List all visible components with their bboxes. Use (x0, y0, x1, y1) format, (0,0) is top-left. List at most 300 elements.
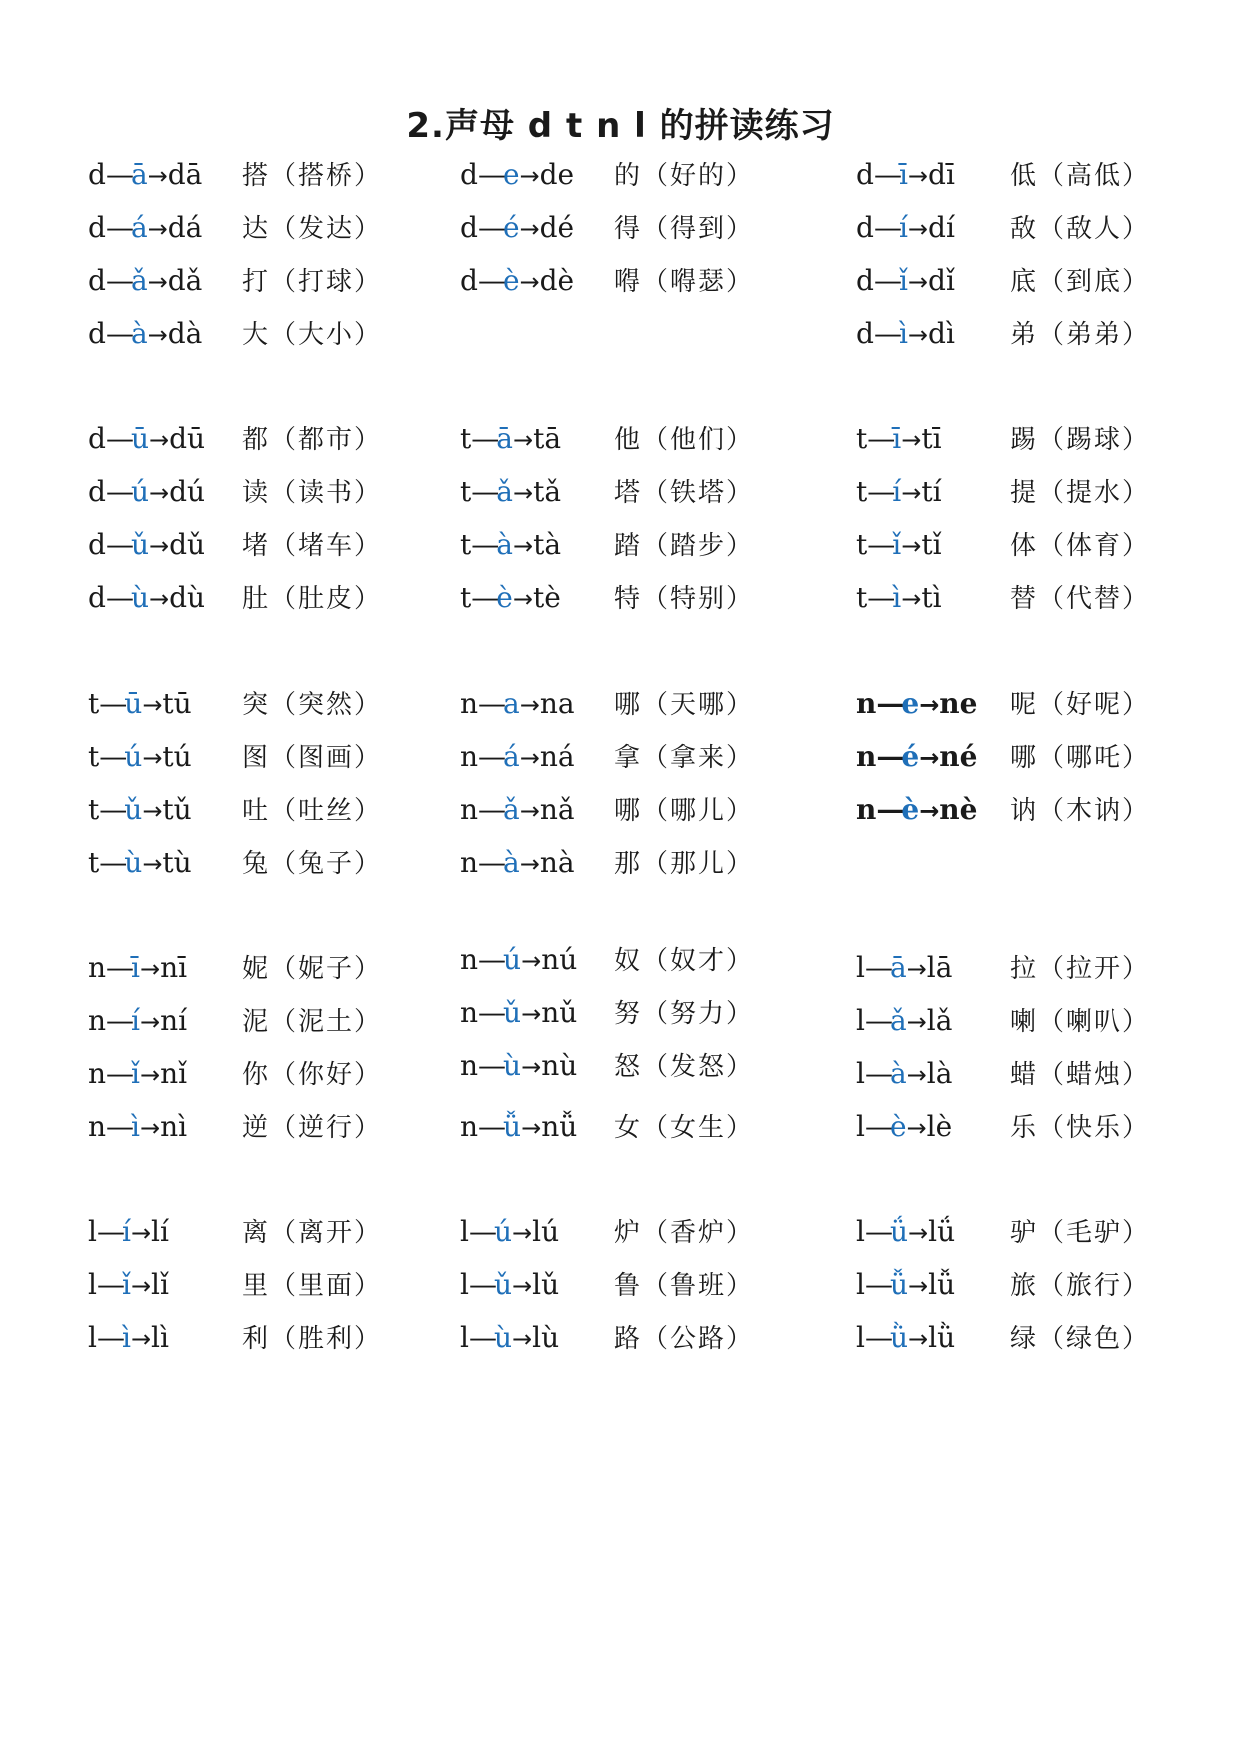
pinyin-spelling (88, 155, 238, 196)
column-3 (856, 0, 1216, 1754)
character-example: 逆（逆行） (242, 1113, 383, 1143)
character-example: 踢（踢球） (1010, 425, 1151, 455)
character-example: 堵（堵车） (242, 531, 383, 561)
initial: t (856, 475, 868, 508)
pinyin-spelling (856, 948, 1006, 989)
dash-symbol: — (105, 264, 131, 297)
dash-symbol: — (468, 1215, 494, 1248)
pinyin-row (460, 208, 754, 248)
final-vowel: í (898, 211, 908, 244)
initial: d (460, 158, 478, 191)
initial: t (88, 687, 100, 720)
final-vowel: ī (892, 422, 902, 455)
pinyin-spelling (460, 1046, 610, 1087)
syllable: dù (169, 581, 206, 614)
pinyin-row (856, 737, 1150, 777)
final-vowel: ù (493, 1321, 513, 1354)
arrow-icon: → (148, 585, 170, 613)
pinyin-row (856, 1001, 1150, 1041)
arrow-icon: → (908, 1219, 929, 1247)
pinyin-row (856, 472, 1150, 512)
character-example: 蜡（蜡烛） (1010, 1060, 1151, 1090)
final-vowel: ǔ (124, 793, 143, 826)
initial: l (856, 1268, 865, 1301)
pinyin-spelling (856, 1107, 1006, 1148)
dash-symbol: — (873, 211, 899, 244)
syllable: lǘ (928, 1215, 956, 1248)
initial: t (856, 581, 868, 614)
character-example: 利（胜利） (242, 1324, 383, 1354)
arrow-icon: → (512, 1272, 533, 1300)
syllable: lí (151, 1215, 169, 1248)
pinyin-row (460, 525, 754, 565)
pinyin-spelling (88, 1265, 238, 1306)
arrow-icon: → (512, 479, 534, 507)
pinyin-spelling (856, 578, 1006, 619)
pinyin-row (88, 1265, 382, 1305)
pinyin-row (856, 1318, 1150, 1358)
arrow-icon: → (512, 426, 534, 454)
pinyin-spelling (88, 948, 238, 989)
syllable: né (939, 740, 978, 773)
initial: d (88, 422, 106, 455)
dash-symbol: — (471, 528, 497, 561)
pinyin-spelling (88, 1107, 238, 1148)
final-vowel: ā (889, 951, 907, 984)
dash-symbol: — (468, 1268, 494, 1301)
pinyin-spelling (856, 790, 1006, 831)
arrow-icon: → (907, 215, 929, 243)
final-vowel: ǐ (131, 1057, 141, 1090)
initial: n (856, 687, 877, 720)
final-vowel: í (131, 1004, 141, 1037)
final-vowel: ǎ (496, 475, 513, 508)
pinyin-row (856, 1107, 1150, 1147)
pinyin-row (460, 993, 754, 1033)
syllable: nú (541, 943, 578, 976)
syllable: dà (167, 317, 203, 350)
dash-symbol: — (478, 996, 504, 1029)
syllable: lì (151, 1321, 169, 1354)
initial: d (88, 158, 106, 191)
final-vowel: é (502, 211, 520, 244)
dash-symbol: — (96, 1215, 122, 1248)
pinyin-row (88, 419, 382, 459)
final-vowel: ǎ (130, 264, 148, 297)
pinyin-spelling (460, 1212, 610, 1253)
initial: d (88, 528, 106, 561)
arrow-icon: → (148, 532, 170, 560)
dash-symbol: — (99, 793, 125, 826)
pinyin-row (460, 737, 754, 777)
character-example: 乐（快乐） (1010, 1113, 1151, 1143)
pinyin-row (88, 525, 382, 565)
pinyin-row (856, 790, 1150, 830)
arrow-icon: → (906, 1061, 927, 1089)
initial: l (88, 1215, 97, 1248)
syllable: nī (160, 951, 188, 984)
syllable: lǜ (928, 1321, 956, 1354)
dash-symbol: — (96, 1268, 122, 1301)
pinyin-spelling (88, 737, 238, 778)
syllable: lǎ (926, 1004, 953, 1037)
arrow-icon: → (521, 1114, 542, 1142)
final-vowel: a (503, 687, 520, 720)
final-vowel: í (892, 475, 902, 508)
initial: t (460, 422, 472, 455)
character-example: 奴（奴才） (614, 946, 755, 976)
initial: l (856, 1057, 865, 1090)
pinyin-row (856, 1212, 1150, 1252)
pinyin-spelling (460, 1318, 610, 1359)
syllable: tǐ (921, 528, 942, 561)
dash-symbol: — (478, 1110, 504, 1143)
syllable: tì (921, 581, 942, 614)
arrow-icon: → (901, 426, 922, 454)
character-example: 旅（旅行） (1010, 1271, 1151, 1301)
pinyin-row (88, 208, 382, 248)
dash-symbol: — (106, 951, 132, 984)
dash-symbol: — (96, 1321, 122, 1354)
dash-symbol: — (478, 846, 504, 879)
initial: t (460, 528, 472, 561)
arrow-icon: → (142, 850, 163, 878)
character-example: 怒（发怒） (614, 1052, 755, 1082)
character-example: 替（代替） (1010, 584, 1151, 614)
final-vowel: ì (131, 1110, 141, 1143)
initial: n (460, 846, 479, 879)
syllable: nǐ (160, 1057, 188, 1090)
character-example: 你（你好） (242, 1060, 383, 1090)
final-vowel: ū (130, 422, 149, 455)
pinyin-row (856, 208, 1150, 248)
final-vowel: ì (121, 1321, 131, 1354)
syllable: ná (539, 740, 575, 773)
final-vowel: ù (503, 1049, 522, 1082)
syllable: dǎ (167, 264, 203, 297)
arrow-icon: → (907, 162, 929, 190)
pinyin-spelling (856, 525, 1006, 566)
pinyin-row (88, 314, 382, 354)
initial: l (460, 1215, 469, 1248)
pinyin-spelling (460, 684, 610, 725)
dash-symbol: — (876, 793, 902, 826)
syllable: lǚ (928, 1268, 956, 1301)
dash-symbol: — (477, 158, 503, 191)
dash-symbol: — (864, 1268, 890, 1301)
final-vowel: ǐ (898, 264, 908, 297)
arrow-icon: → (519, 797, 540, 825)
dash-symbol: — (106, 1004, 132, 1037)
pinyin-row (460, 684, 754, 724)
final-vowel: ū (124, 687, 143, 720)
dash-symbol: — (864, 951, 890, 984)
arrow-icon: → (519, 744, 540, 772)
final-vowel: ǔ (503, 996, 522, 1029)
column-2 (460, 0, 820, 1754)
dash-symbol: — (105, 158, 131, 191)
initial: n (460, 996, 479, 1029)
initial: d (88, 211, 106, 244)
pinyin-row (88, 261, 382, 301)
character-example: 特（特别） (614, 584, 755, 614)
pinyin-spelling (88, 1001, 238, 1042)
final-vowel: ǐ (892, 528, 902, 561)
pinyin-row (856, 525, 1150, 565)
pinyin-row (460, 419, 754, 459)
dash-symbol: — (105, 317, 131, 350)
pinyin-row (856, 948, 1150, 988)
pinyin-spelling (460, 993, 610, 1034)
initial: l (460, 1321, 469, 1354)
pinyin-row (856, 155, 1150, 195)
final-vowel: ā (496, 422, 513, 455)
dash-symbol: — (867, 528, 893, 561)
initial: t (88, 846, 100, 879)
character-example: 塔（铁塔） (614, 478, 755, 508)
arrow-icon: → (906, 1008, 927, 1036)
character-example: 达（发达） (242, 214, 383, 244)
initial: l (856, 1215, 865, 1248)
syllable: nà (539, 846, 575, 879)
pinyin-row (88, 684, 382, 724)
pinyin-row (88, 737, 382, 777)
final-vowel: ú (130, 475, 149, 508)
arrow-icon: → (130, 1325, 152, 1353)
final-vowel: ù (124, 846, 143, 879)
dash-symbol: — (864, 1004, 890, 1037)
dash-symbol: — (105, 581, 131, 614)
pinyin-spelling (856, 1318, 1006, 1359)
character-example: 低（高低） (1010, 161, 1151, 191)
final-vowel: è (889, 1110, 907, 1143)
syllable: nù (541, 1049, 578, 1082)
character-example: 努（努力） (614, 999, 755, 1029)
pinyin-spelling (460, 1107, 610, 1148)
character-example: 打（打球） (242, 267, 383, 297)
pinyin-spelling (460, 940, 610, 981)
character-example: 体（体育） (1010, 531, 1151, 561)
initial: t (460, 475, 472, 508)
arrow-icon: → (512, 1325, 533, 1353)
character-example: 鲁（鲁班） (614, 1271, 755, 1301)
character-example: 呢（好呢） (1010, 690, 1151, 720)
character-example: 嘚（嘚瑟） (614, 267, 755, 297)
pinyin-spelling (460, 578, 610, 619)
syllable: nè (939, 793, 978, 826)
character-example: 妮（妮子） (242, 954, 383, 984)
arrow-icon: → (919, 691, 940, 719)
final-vowel: ǜ (889, 1321, 909, 1354)
syllable: ní (160, 1004, 188, 1037)
dash-symbol: — (867, 475, 893, 508)
arrow-icon: → (147, 162, 168, 190)
pinyin-spelling (88, 1318, 238, 1359)
syllable: nì (160, 1110, 188, 1143)
initial: t (856, 422, 868, 455)
pinyin-spelling (460, 155, 610, 196)
syllable: tè (532, 581, 561, 614)
character-example: 泥（泥土） (242, 1007, 383, 1037)
arrow-icon: → (140, 1114, 161, 1142)
pinyin-row (460, 843, 754, 883)
dash-symbol: — (105, 528, 131, 561)
character-example: 踏（踏步） (614, 531, 755, 561)
pinyin-row (460, 940, 754, 980)
dash-symbol: — (105, 211, 131, 244)
arrow-icon: → (908, 1325, 929, 1353)
final-vowel: ī (898, 158, 908, 191)
initial: n (460, 1049, 479, 1082)
final-vowel: à (503, 846, 520, 879)
pinyin-spelling (856, 208, 1006, 249)
dash-symbol: — (478, 943, 504, 976)
pinyin-spelling (88, 843, 238, 884)
initial: d (460, 264, 478, 297)
initial: d (856, 211, 874, 244)
initial: t (856, 528, 868, 561)
initial: n (88, 1110, 107, 1143)
arrow-icon: → (521, 1000, 542, 1028)
final-vowel: ǎ (503, 793, 520, 826)
arrow-icon: → (919, 744, 940, 772)
initial: t (88, 793, 100, 826)
arrow-icon: → (906, 955, 927, 983)
syllable: lè (926, 1110, 953, 1143)
pinyin-row (460, 1318, 754, 1358)
dash-symbol: — (106, 1110, 132, 1143)
initial: n (88, 1057, 107, 1090)
pinyin-spelling (88, 472, 238, 513)
syllable: nǔ (541, 996, 578, 1029)
dash-symbol: — (471, 475, 497, 508)
pinyin-row (88, 1054, 382, 1094)
character-example: 肚（肚皮） (242, 584, 383, 614)
pinyin-row (460, 1265, 754, 1305)
pinyin-row (88, 1001, 382, 1041)
pinyin-row (460, 1046, 754, 1086)
initial: t (88, 740, 100, 773)
character-example: 哪（哪儿） (614, 796, 755, 826)
final-vowel: ā (130, 158, 148, 191)
syllable: dā (167, 158, 203, 191)
syllable: tā (533, 422, 562, 455)
character-example: 喇（喇叭） (1010, 1007, 1151, 1037)
arrow-icon: → (908, 1272, 929, 1300)
final-vowel: á (130, 211, 148, 244)
pinyin-row (460, 578, 754, 618)
arrow-icon: → (919, 797, 940, 825)
final-vowel: à (496, 528, 513, 561)
initial: n (460, 793, 479, 826)
initial: l (460, 1268, 469, 1301)
pinyin-spelling (460, 472, 610, 513)
final-vowel: ì (892, 581, 902, 614)
pinyin-row (856, 261, 1150, 301)
pinyin-row (88, 155, 382, 195)
pinyin-row (88, 843, 382, 883)
character-example: 那（那儿） (614, 849, 755, 879)
syllable: tà (533, 528, 562, 561)
character-example: 离（离开） (242, 1218, 383, 1248)
syllable: dì (928, 317, 955, 350)
arrow-icon: → (907, 321, 929, 349)
character-example: 大（大小） (242, 320, 383, 350)
pinyin-spelling (88, 790, 238, 831)
final-vowel: ú (493, 1215, 513, 1248)
syllable: lǔ (532, 1268, 560, 1301)
pinyin-spelling (856, 472, 1006, 513)
final-vowel: ǚ (503, 1110, 522, 1143)
character-example: 提（提水） (1010, 478, 1151, 508)
character-example: 弟（弟弟） (1010, 320, 1151, 350)
arrow-icon: → (519, 215, 540, 243)
final-vowel: à (130, 317, 148, 350)
initial: l (856, 1004, 865, 1037)
arrow-icon: → (142, 691, 163, 719)
syllable: tí (921, 475, 942, 508)
pinyin-row (460, 472, 754, 512)
syllable: dū (169, 422, 206, 455)
character-example: 兔（兔子） (242, 849, 383, 879)
arrow-icon: → (519, 268, 540, 296)
pinyin-spelling (460, 737, 610, 778)
character-example: 吐（吐丝） (242, 796, 383, 826)
pinyin-row (88, 790, 382, 830)
initial: d (856, 264, 874, 297)
pinyin-row (88, 472, 382, 512)
pinyin-spelling (88, 684, 238, 725)
final-vowel: ǚ (889, 1268, 909, 1301)
arrow-icon: → (906, 1114, 927, 1142)
syllable: na (539, 687, 575, 720)
syllable: tī (921, 422, 942, 455)
pinyin-row (88, 1318, 382, 1358)
syllable: tū (162, 687, 192, 720)
arrow-icon: → (130, 1272, 152, 1300)
arrow-icon: → (519, 162, 540, 190)
pinyin-row (88, 1212, 382, 1252)
character-example: 里（里面） (242, 1271, 383, 1301)
initial: l (856, 1321, 865, 1354)
arrow-icon: → (147, 268, 168, 296)
final-vowel: ǔ (130, 528, 149, 561)
pinyin-spelling (88, 314, 238, 355)
final-vowel: è (502, 264, 520, 297)
pinyin-spelling (88, 1054, 238, 1095)
dash-symbol: — (873, 158, 899, 191)
pinyin-row (460, 790, 754, 830)
column-1 (88, 0, 448, 1754)
initial: d (88, 475, 106, 508)
character-example: 驴（毛驴） (1010, 1218, 1151, 1248)
syllable: lù (532, 1321, 560, 1354)
character-example: 搭（搭桥） (242, 161, 383, 191)
pinyin-spelling (856, 314, 1006, 355)
initial: l (856, 951, 865, 984)
syllable: tú (162, 740, 192, 773)
pinyin-spelling (88, 525, 238, 566)
final-vowel: é (901, 740, 920, 773)
arrow-icon: → (907, 268, 929, 296)
arrow-icon: → (519, 691, 540, 719)
arrow-icon: → (512, 1219, 533, 1247)
syllable: tǎ (533, 475, 562, 508)
character-example: 哪（哪吒） (1010, 743, 1151, 773)
pinyin-spelling (88, 208, 238, 249)
pinyin-row (460, 1212, 754, 1252)
initial: n (460, 687, 479, 720)
